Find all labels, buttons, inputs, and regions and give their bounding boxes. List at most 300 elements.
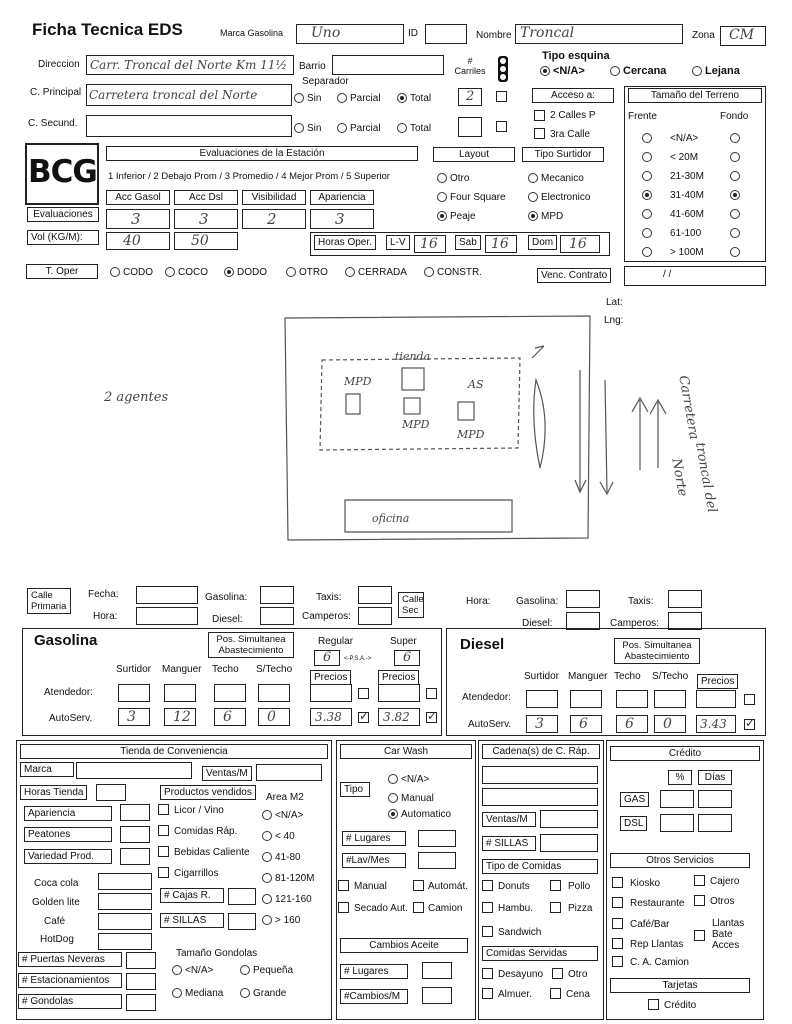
- horas-lv-label: L-V: [386, 235, 410, 250]
- id-field[interactable]: [425, 24, 467, 44]
- area-option[interactable]: > 160: [262, 915, 300, 926]
- gas-precio-at-2[interactable]: [378, 684, 420, 702]
- taxis2-label: Taxis:: [628, 596, 654, 607]
- cw-manual-label: Manual: [354, 881, 387, 892]
- esquina-lejana[interactable]: Lejana: [692, 65, 740, 77]
- gas-precio-as-2[interactable]: 3.82: [378, 708, 420, 726]
- horas-sab-label: Sab: [455, 235, 481, 250]
- producto-label: Bebidas Caliente: [174, 847, 250, 858]
- separador-label: Separador: [302, 76, 349, 87]
- variedad-label: Variedad Prod.: [24, 849, 112, 864]
- camion-checkbox[interactable]: [612, 956, 623, 967]
- area-option[interactable]: 121-160: [262, 894, 312, 905]
- credito-dsl-pct[interactable]: [660, 814, 694, 832]
- area-option[interactable]: 41-80: [262, 852, 301, 863]
- credito-pct-label: %: [668, 770, 692, 785]
- gasolina-count-field[interactable]: [260, 586, 294, 604]
- peatones-field[interactable]: [120, 826, 150, 843]
- productos-label: Productos vendidos: [160, 785, 256, 800]
- producto-checkbox[interactable]: [158, 846, 169, 857]
- cw-camion-checkbox[interactable]: [413, 902, 424, 913]
- gas-col-header: Surtidor: [116, 664, 152, 675]
- tienda-ventas-field[interactable]: [256, 764, 322, 781]
- sandwich-label: Sandwich: [498, 927, 542, 938]
- camperos-label: Camperos:: [302, 611, 351, 622]
- principal-sep-parcial[interactable]: Parcial: [337, 93, 381, 104]
- area-option[interactable]: 81-120M: [262, 873, 314, 884]
- tienda-marca-label: Marca: [20, 762, 74, 777]
- surtidor-mecanico[interactable]: Mecanico: [528, 173, 584, 184]
- gas-autoserv-field[interactable]: 0: [258, 708, 290, 726]
- secundaria-carriles[interactable]: [458, 117, 482, 137]
- sandwich-checkbox[interactable]: [482, 926, 493, 937]
- variedad-field[interactable]: [120, 848, 150, 865]
- gond-mediana[interactable]: Mediana: [172, 988, 223, 999]
- principal-carriles[interactable]: 2: [458, 88, 482, 106]
- terreno-row-label: < 20M: [670, 152, 699, 163]
- donuts-label: Donuts: [498, 881, 530, 892]
- cadena-field-2[interactable]: [482, 788, 598, 806]
- gas-precios-2: Precios: [378, 670, 419, 685]
- secundaria-sep-sin[interactable]: Sin: [294, 123, 321, 134]
- zona-value: CM: [729, 27, 755, 43]
- terreno-fondo-radio[interactable]: [730, 228, 743, 239]
- tarjetas-header: Tarjetas: [610, 978, 750, 993]
- pizza-checkbox[interactable]: [550, 902, 561, 913]
- cajero-label: Cajero: [710, 876, 740, 887]
- credito-gas-label: GAS: [620, 792, 649, 807]
- terreno-row-label: 21-30M: [670, 171, 704, 182]
- surtidor-mpd[interactable]: MPD: [528, 211, 563, 222]
- lat-label: Lat:: [606, 297, 623, 308]
- zona-label: Zona: [692, 30, 715, 41]
- terreno-fondo: Fondo: [720, 111, 749, 122]
- dsl-col-header: Surtidor: [524, 671, 560, 682]
- gas-precio-as-1[interactable]: 3.38: [310, 708, 352, 726]
- terreno-fondo-radio[interactable]: [730, 209, 743, 220]
- dsl-autoserv-label: AutoServ.: [468, 719, 512, 730]
- otros-servicio-checkbox[interactable]: [694, 895, 705, 906]
- terreno-frente-radio[interactable]: [642, 247, 655, 258]
- gas-atendedor-field[interactable]: [118, 684, 150, 702]
- gasolina-count-label: Gasolina:: [205, 592, 248, 603]
- eval-value-field[interactable]: 3: [174, 209, 238, 229]
- camperos2-label: Camperos:: [610, 618, 659, 629]
- otro-comida-checkbox[interactable]: [552, 968, 563, 979]
- terreno-frente-radio[interactable]: [642, 228, 655, 239]
- credito-dsl-dias[interactable]: [698, 814, 732, 832]
- super-psa-field[interactable]: 6: [394, 650, 420, 666]
- terreno-frente-radio[interactable]: [642, 152, 655, 163]
- horas-label: Horas Oper.: [314, 235, 376, 250]
- esquina-na[interactable]: <N/A>: [540, 65, 585, 77]
- eval-value-field[interactable]: 3: [106, 209, 170, 229]
- diesel2-label: Diesel:: [522, 618, 553, 629]
- golden-field[interactable]: [98, 893, 152, 910]
- carwash-lugares-field[interactable]: [418, 830, 456, 847]
- gond-na[interactable]: <N/A>: [172, 965, 213, 976]
- gas-as-check-2[interactable]: [426, 712, 437, 723]
- terreno-row-label: 61-100: [670, 228, 702, 239]
- cadena-sillas-label: # SILLAS: [482, 836, 536, 851]
- gasolina2-field[interactable]: [566, 590, 600, 608]
- toper-label: T. Oper: [26, 264, 98, 279]
- kiosko-checkbox[interactable]: [612, 877, 623, 888]
- dsl-autoserv-field[interactable]: 6: [570, 715, 602, 733]
- area-label: Area M2: [266, 792, 304, 803]
- diesel-count-label: Diesel:: [212, 614, 243, 625]
- cena-checkbox[interactable]: [550, 988, 561, 999]
- toper-dodo[interactable]: DODO: [224, 267, 267, 278]
- eval-col-header: Acc Gasol: [106, 190, 170, 205]
- pollo-label: Pollo: [568, 881, 591, 892]
- gas-at-check-1[interactable]: [358, 688, 369, 699]
- principal-field[interactable]: [86, 84, 292, 106]
- carriles-label: # Carriles: [454, 56, 486, 76]
- dsl-autoserv-field[interactable]: 3: [526, 715, 558, 733]
- dsl-atendedor-field[interactable]: [570, 690, 602, 708]
- cafe-label: Café: [44, 916, 66, 927]
- eval-col-header: Acc Dsl: [174, 190, 238, 205]
- gas-atendedor-field[interactable]: [258, 684, 290, 702]
- hambu-label: Hambu.: [498, 903, 534, 914]
- pollo-checkbox[interactable]: [550, 880, 561, 891]
- sketch-road-b: troncal del: [692, 441, 720, 514]
- cadena-sillas-field[interactable]: [540, 834, 598, 852]
- toper-coco[interactable]: COCO: [165, 267, 208, 278]
- tipo-comidas-label: Tipo de Comidas: [482, 859, 598, 874]
- diesel-pos-label: Pos. Simultanea Abastecimiento: [614, 638, 700, 664]
- sketch-agents: 2 agentes: [104, 390, 169, 405]
- evaluaciones-header: Evaluaciones de la Estación: [106, 146, 418, 161]
- evaluaciones-row-label: Evaluaciones: [27, 207, 99, 222]
- zona-field[interactable]: [720, 26, 766, 46]
- hotdog-label: HotDog: [40, 934, 74, 945]
- dsl-atendedor-field[interactable]: [526, 690, 558, 708]
- area-option[interactable]: <N/A>: [262, 810, 303, 821]
- credito-gas-pct[interactable]: [660, 790, 694, 808]
- dsl-autoserv-field[interactable]: 6: [616, 715, 648, 733]
- sketch-road-a: Carretera: [675, 374, 702, 441]
- desayuno-checkbox[interactable]: [482, 968, 493, 979]
- gas-precio-at-1[interactable]: [310, 684, 352, 702]
- neveras-label: # Puertas Neveras: [18, 952, 122, 967]
- traffic-light-icon: [494, 56, 512, 84]
- super-label: Super: [390, 636, 417, 647]
- bcg-logo: BCG: [28, 154, 97, 190]
- terreno-frente-radio[interactable]: [642, 209, 655, 220]
- terreno-fondo-radio[interactable]: [730, 190, 743, 201]
- cw-camion-label: Camion: [428, 903, 463, 914]
- marca-value: Uno: [311, 25, 341, 41]
- nombre-label: Nombre: [476, 30, 512, 41]
- nombre-value: Troncal: [520, 25, 575, 41]
- calle-primaria-label: Calle Primaria: [27, 588, 71, 614]
- cw-auto-label: Automát.: [428, 881, 469, 892]
- cajero-checkbox[interactable]: [694, 875, 705, 886]
- carwash-lav-label: #Lav/Mes: [342, 853, 406, 868]
- cw-secado-checkbox[interactable]: [338, 902, 349, 913]
- tienda-horas-field[interactable]: [96, 784, 126, 801]
- cafebar-checkbox[interactable]: [612, 918, 623, 929]
- taxis2-field[interactable]: [668, 590, 702, 608]
- producto-label: Comidas Ráp.: [174, 826, 238, 837]
- gond-pequena[interactable]: Pequeña: [240, 965, 293, 976]
- almuer-label: Almuer.: [498, 989, 532, 1000]
- cadena-ventas-label: Ventas/M: [482, 812, 536, 827]
- psa-label: <-P.S.A.->: [344, 656, 372, 662]
- cafe-field[interactable]: [98, 913, 152, 930]
- otros-servicios-header: Otros Servicios: [610, 853, 750, 868]
- calle-sec-label: Calle Sec: [398, 592, 424, 618]
- terreno-frente-radio[interactable]: [642, 171, 655, 182]
- gas-col-header: Manguer: [162, 664, 202, 675]
- vol-dsl-field[interactable]: 50: [174, 232, 238, 250]
- sketch-mpd-1: MPD: [344, 375, 372, 388]
- hora-field[interactable]: [136, 607, 198, 625]
- principal-value: Carretera troncal del Norte: [89, 88, 258, 102]
- gas-atendedor-field[interactable]: [214, 684, 246, 702]
- diesel-title: Diesel: [460, 636, 505, 653]
- hambu-checkbox[interactable]: [482, 902, 493, 913]
- cambios-mes-field[interactable]: [422, 987, 452, 1004]
- area-option[interactable]: < 40: [262, 831, 295, 842]
- carwash-header: Car Wash: [340, 744, 472, 759]
- surtidor-header: Tipo Surtidor: [522, 147, 604, 162]
- principal-checkbox[interactable]: [496, 91, 507, 102]
- producto-checkbox[interactable]: [158, 804, 169, 815]
- acceso-3ra-label: 3ra Calle: [550, 129, 591, 140]
- producto-label: Licor / Vino: [174, 805, 224, 816]
- almuer-checkbox[interactable]: [482, 988, 493, 999]
- secundaria-sep-total[interactable]: Total: [397, 123, 431, 134]
- terreno-fondo-radio[interactable]: [730, 171, 743, 182]
- restaurante-checkbox[interactable]: [612, 897, 623, 908]
- credito-header: Crédito: [610, 746, 760, 761]
- gasolina-pos-label: Pos. Simultanea Abastecimiento: [208, 632, 294, 658]
- cambios-mes-label: #Cambios/M: [340, 989, 408, 1004]
- dsl-atendedor-label: Atendedor:: [462, 692, 511, 703]
- camperos-field[interactable]: [358, 607, 392, 625]
- terreno-frente: Frente: [628, 111, 657, 122]
- dsl-col-header: Manguer: [568, 671, 608, 682]
- cw-auto-checkbox[interactable]: [413, 880, 424, 891]
- eval-value-field[interactable]: 3: [310, 209, 374, 229]
- dsl-autoserv-field[interactable]: 0: [654, 715, 686, 733]
- sketch-mpd-3: MPD: [457, 428, 485, 441]
- marca-field[interactable]: [296, 24, 404, 44]
- horas-sab-field[interactable]: 16: [485, 235, 517, 253]
- terreno-fondo-radio[interactable]: [730, 247, 743, 258]
- secundaria-sep-parcial[interactable]: Parcial: [337, 123, 381, 134]
- dsl-atendedor-field[interactable]: [616, 690, 648, 708]
- secundaria-field[interactable]: [86, 115, 292, 137]
- estac-label: # Estacionamientos: [18, 973, 122, 988]
- carwash-na[interactable]: <N/A>: [388, 774, 429, 785]
- neveras-field[interactable]: [126, 952, 156, 969]
- cw-manual-checkbox[interactable]: [338, 880, 349, 891]
- tienda-sillas-field[interactable]: [228, 913, 256, 930]
- gas-at-check-2[interactable]: [426, 688, 437, 699]
- terreno-row-label: 41-60M: [670, 209, 704, 220]
- direccion-field[interactable]: [86, 55, 294, 75]
- tienda-marca-field[interactable]: [76, 762, 192, 779]
- terreno-row-label: <N/A>: [670, 133, 699, 144]
- terreno-frente-radio[interactable]: [642, 133, 655, 144]
- tienda-sillas-label: # SILLAS: [160, 913, 224, 928]
- principal-sep-total[interactable]: Total: [397, 93, 431, 104]
- cadena-field-1[interactable]: [482, 766, 598, 784]
- fecha-label: Fecha:: [88, 589, 119, 600]
- gasolina-title: Gasolina: [34, 632, 98, 649]
- contrato-field[interactable]: / /: [624, 266, 766, 286]
- llantas-checkbox[interactable]: [694, 930, 705, 941]
- dsl-as-check[interactable]: [744, 719, 755, 730]
- taxis-field[interactable]: [358, 586, 392, 604]
- golden-label: Golden lite: [32, 897, 80, 908]
- apariencia-label: Apariencia: [24, 806, 112, 821]
- eval-col-header: Apariencia: [310, 190, 374, 205]
- desayuno-label: Desayuno: [498, 969, 544, 980]
- cambios-header: Cambios Aceite: [340, 938, 468, 953]
- layout-peaje[interactable]: Peaje: [437, 211, 476, 222]
- horas-lv-field[interactable]: 16: [414, 235, 446, 253]
- direccion-value: Carr. Troncal del Norte Km 11½: [90, 58, 288, 72]
- dsl-col-header: Techo: [614, 671, 641, 682]
- gas-atendedor-label: Atendedor:: [44, 687, 93, 698]
- acceso-2calles-checkbox[interactable]: [534, 110, 545, 121]
- toper-otro[interactable]: OTRO: [286, 267, 328, 278]
- lng-label: Lng:: [604, 315, 624, 326]
- gas-as-check-1[interactable]: [358, 712, 369, 723]
- gas-autoserv-field[interactable]: 3: [118, 708, 150, 726]
- layout-otro[interactable]: Otro: [437, 173, 469, 184]
- gas-autoserv-label: AutoServ.: [49, 713, 93, 724]
- carwash-lav-field[interactable]: [418, 852, 456, 869]
- barrio-label: Barrio: [299, 61, 326, 72]
- gas-autoserv-field[interactable]: 12: [164, 708, 196, 726]
- gas-precios-1: Precios: [310, 670, 351, 685]
- taxis-label: Taxis:: [316, 592, 342, 603]
- cambios-lugares-field[interactable]: [422, 962, 452, 979]
- evaluaciones-scale: 1 Inferior / 2 Debajo Prom / 3 Promedio / 4 Mejor Prom / 5 Superior: [108, 171, 390, 182]
- acceso-3ra-checkbox[interactable]: [534, 128, 545, 139]
- eval-value-field[interactable]: 2: [242, 209, 306, 229]
- dsl-atendedor-field[interactable]: [654, 690, 686, 708]
- llantas-label: Llantas Bate Acces: [712, 918, 745, 951]
- carwash-auto[interactable]: Automatico: [388, 809, 451, 820]
- rep-llantas-checkbox[interactable]: [612, 938, 623, 949]
- terreno-fondo-radio[interactable]: [730, 152, 743, 163]
- secundaria-label: C. Secund.: [28, 118, 78, 129]
- vol-gas-field[interactable]: 40: [106, 232, 170, 250]
- dsl-precio-at[interactable]: [696, 690, 736, 708]
- gas-autoserv-field[interactable]: 6: [214, 708, 246, 726]
- dsl-at-check[interactable]: [744, 694, 755, 705]
- tam-gondolas-label: Tamaño Gondolas: [176, 948, 258, 959]
- terreno-fondo-radio[interactable]: [730, 133, 743, 144]
- terreno-frente-radio[interactable]: [642, 190, 655, 201]
- credito-gas-dias[interactable]: [698, 790, 732, 808]
- id-label: ID: [408, 28, 418, 39]
- camion-label: C. A. Camion: [630, 957, 689, 968]
- cadena-ventas-field[interactable]: [540, 810, 598, 828]
- toper-cerrada[interactable]: CERRADA: [345, 267, 407, 278]
- pizza-label: Pizza: [568, 903, 593, 914]
- carwash-manual[interactable]: Manual: [388, 793, 434, 804]
- dsl-col-header: S/Techo: [652, 671, 689, 682]
- hotdog-field[interactable]: [98, 933, 152, 950]
- dsl-precios: Precios: [697, 674, 738, 689]
- terreno-row-label: > 100M: [670, 247, 704, 258]
- tienda-ventas-label: Ventas/M: [202, 766, 252, 781]
- horas-dom-field[interactable]: 16: [560, 235, 600, 253]
- credito-dsl-label: DSL: [620, 816, 647, 831]
- tarjeta-credito-checkbox[interactable]: [648, 999, 659, 1010]
- producto-label: Cigarrillos: [174, 868, 219, 879]
- secundaria-checkbox[interactable]: [496, 121, 507, 132]
- kiosko-label: Kiosko: [630, 878, 661, 889]
- esquina-cercana[interactable]: Cercana: [610, 65, 666, 77]
- terreno-row-label: 31-40M: [670, 190, 704, 201]
- gas-atendedor-field[interactable]: [164, 684, 196, 702]
- contrato-label: Venc. Contrato: [537, 268, 611, 283]
- direccion-label: Direccion: [38, 59, 80, 70]
- estac-field[interactable]: [126, 973, 156, 990]
- gond-grande[interactable]: Grande: [240, 988, 286, 999]
- producto-checkbox[interactable]: [158, 867, 169, 878]
- gondolas-label: # Gondolas: [18, 994, 122, 1009]
- coca-label: Coca cola: [34, 878, 79, 889]
- donuts-checkbox[interactable]: [482, 880, 493, 891]
- principal-sep-sin[interactable]: Sin: [294, 93, 321, 104]
- barrio-field[interactable]: [332, 55, 444, 75]
- sketch-oficina: oficina: [372, 512, 410, 525]
- layout-header: Layout: [433, 147, 515, 162]
- producto-checkbox[interactable]: [158, 825, 169, 836]
- gondolas-field[interactable]: [126, 994, 156, 1011]
- horas-dom-label: Dom: [528, 235, 557, 250]
- dsl-precio-as[interactable]: 3.43: [696, 715, 736, 733]
- toper-constr[interactable]: CONSTR.: [424, 267, 482, 278]
- cajas-field[interactable]: [228, 888, 256, 905]
- diesel-count-field[interactable]: [260, 607, 294, 625]
- tipo-esquina-label: Tipo esquina: [542, 50, 610, 62]
- credito-dias-label: Días: [698, 770, 732, 785]
- hora-label: Hora:: [93, 611, 118, 622]
- layout-four-square[interactable]: Four Square: [437, 192, 506, 203]
- gas-col-header: Techo: [212, 664, 239, 675]
- tarjeta-credito-label: Crédito: [664, 1000, 697, 1011]
- cw-secado-label: Secado Aut.: [354, 903, 408, 914]
- sketch-road-c: Norte: [668, 457, 690, 498]
- apariencia-field[interactable]: [120, 804, 150, 821]
- hora2-label: Hora:: [466, 596, 491, 607]
- nombre-field[interactable]: [515, 24, 683, 44]
- carwash-lugares-label: # Lugares: [342, 831, 406, 846]
- coca-field[interactable]: [98, 873, 152, 890]
- cambios-lugares-label: # Lugares: [340, 964, 408, 979]
- cadena-header: Cadena(s) de C. Ráp.: [482, 744, 600, 759]
- peatones-label: Peatones: [24, 827, 112, 842]
- eval-col-header: Visibilidad: [242, 190, 306, 205]
- regular-psa-field[interactable]: 6: [314, 650, 340, 666]
- cena-label: Cena: [566, 989, 590, 1000]
- vol-label: Vol (KG/M):: [27, 230, 99, 245]
- surtidor-electronico[interactable]: Electronico: [528, 192, 590, 203]
- toper-codo[interactable]: CODO: [110, 267, 153, 278]
- fecha-field[interactable]: [136, 586, 198, 604]
